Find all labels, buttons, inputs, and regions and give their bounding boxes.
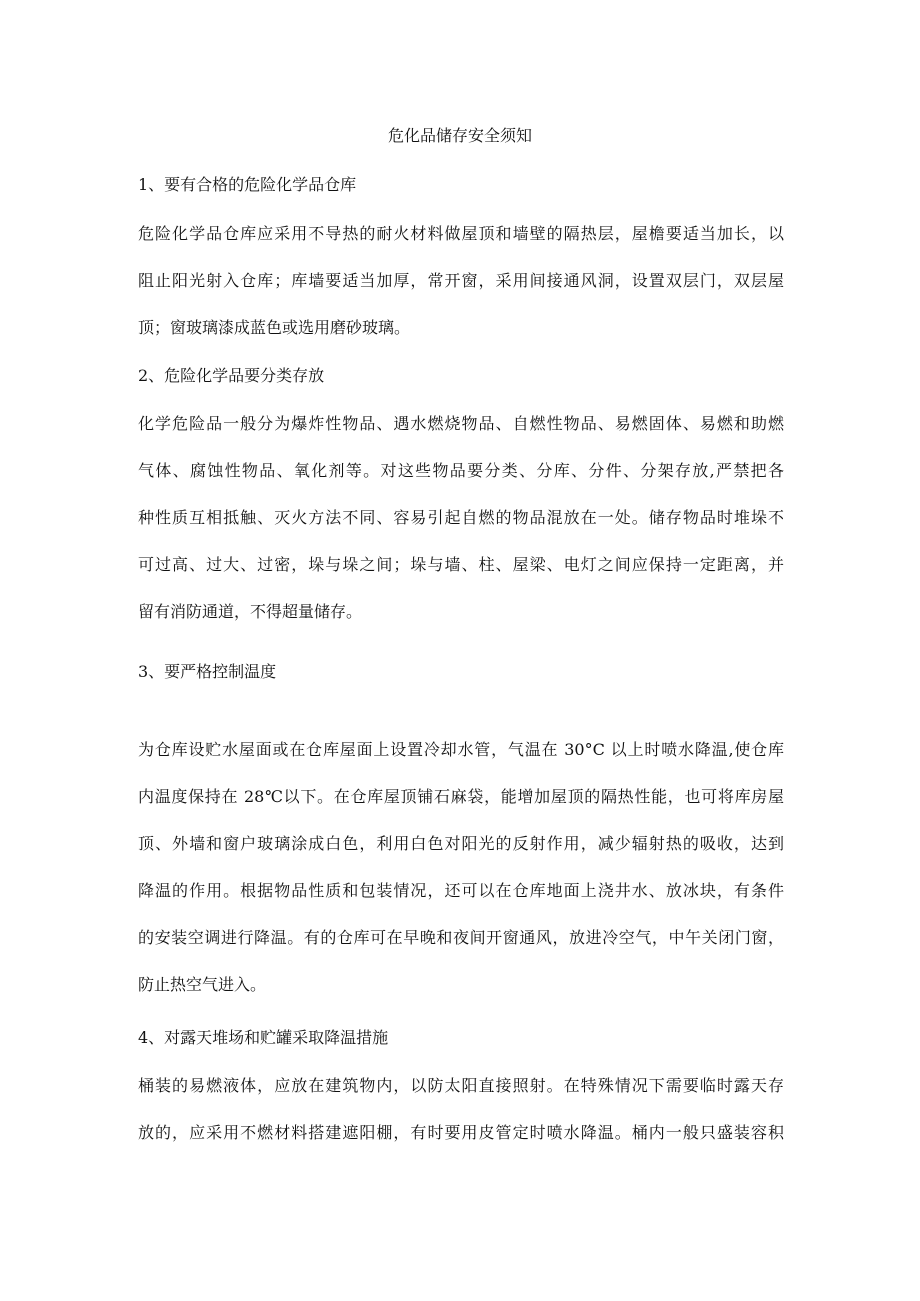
paragraph-line: 阻止阳光射入仓库；库墙要适当加厚，常开窗，采用间接通风洞，设置双层门，双层屋 bbox=[138, 271, 784, 290]
paragraph-line: 气体、腐蚀性物品、氧化剂等。对这些物品要分类、分库、分件、分架存放,严禁把各 bbox=[138, 461, 784, 480]
paragraph-line: 防止热空气进入。 bbox=[138, 975, 267, 994]
section-heading-1: 1、要有合格的危险化学品仓库 bbox=[138, 175, 357, 194]
paragraph-line: 桶装的易燃液体，应放在建筑物内，以防太阳直接照射。在特殊情况下需要临时露天存 bbox=[138, 1076, 784, 1095]
paragraph-line: 内温度保持在 28℃以下。在仓库屋顶铺石麻袋，能增加屋顶的隔热性能，也可将库房屋 bbox=[138, 787, 784, 806]
document-title: 危化品储存安全须知 bbox=[387, 126, 532, 145]
paragraph-line: 顶、外墙和窗户玻璃涂成白色，利用白色对阳光的反射作用，减少辐射热的吸收，达到 bbox=[138, 834, 784, 853]
paragraph-line: 可过高、过大、过密，垛与垛之间；垛与墙、柱、屋梁、电灯之间应保持一定距离，并 bbox=[138, 555, 784, 574]
section-heading-3: 3、要严格控制温度 bbox=[138, 662, 277, 681]
section-paragraph-2 bbox=[138, 412, 784, 632]
paragraph-line: 留有消防通道，不得超量储存。 bbox=[138, 602, 363, 621]
paragraph-line: 危险化学品仓库应采用不导热的耐火材料做屋顶和墙壁的隔热层，屋檐要适当加长，以 bbox=[138, 224, 784, 243]
section-paragraph-1 bbox=[138, 222, 784, 342]
section-heading-4: 4、对露天堆场和贮罐采取降温措施 bbox=[138, 1028, 389, 1047]
paragraph-line: 种性质互相抵触、灭火方法不同、容易引起自燃的物品混放在一处。储存物品时堆垛不 bbox=[138, 508, 784, 527]
section-paragraph-4 bbox=[138, 1074, 784, 1154]
paragraph-line: 的安装空调进行降温。有的仓库可在早晚和夜间开窗通风，放进冷空气，中午关闭门窗， bbox=[138, 928, 784, 947]
paragraph-line: 为仓库设贮水屋面或在仓库屋面上设置冷却水管，气温在 30°C 以上时喷水降温,使仓库 bbox=[138, 740, 784, 759]
paragraph-line: 降温的作用。根据物品性质和包装情况，还可以在仓库地面上浇井水、放冰块，有条件 bbox=[138, 881, 784, 900]
paragraph-line: 放的，应采用不燃材料搭建遮阳棚，有时要用皮管定时喷水降温。桶内一般只盛装容积 bbox=[138, 1123, 784, 1142]
section-paragraph-3 bbox=[138, 738, 784, 1008]
section-heading-2: 2、危险化学品要分类存放 bbox=[138, 366, 325, 385]
paragraph-line: 顶；窗玻璃漆成蓝色或选用磨砂玻璃。 bbox=[138, 318, 411, 337]
paragraph-line: 化学危险品一般分为爆炸性物品、遇水燃烧物品、自燃性物品、易燃固体、易燃和助燃 bbox=[138, 414, 784, 433]
